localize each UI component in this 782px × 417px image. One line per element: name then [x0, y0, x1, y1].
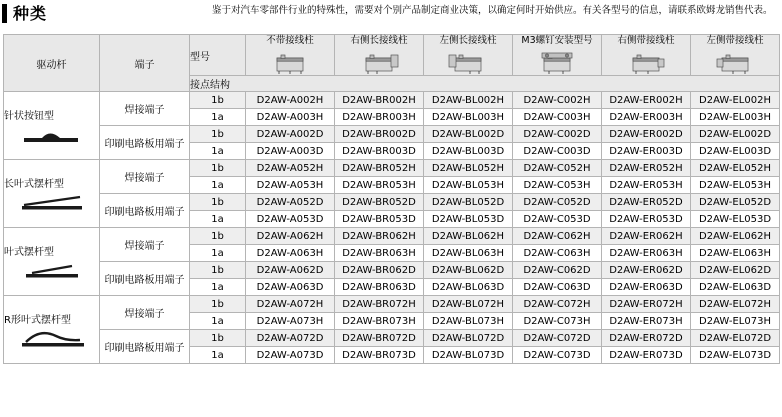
model-number-cell: D2AW-C052D	[513, 194, 602, 211]
model-number-cell: D2AW-BR062H	[335, 228, 424, 245]
drive-lever-group-3	[4, 228, 100, 296]
model-number-cell: D2AW-EL073D	[691, 347, 780, 364]
model-number-cell: D2AW-BL053D	[424, 211, 513, 228]
header-variant-label: M3螺钉安装型号	[521, 35, 593, 46]
header-variant-4	[513, 35, 602, 76]
terminal-type-cell: 印刷电路板用端子	[100, 330, 190, 364]
limit-switch-left-icon	[713, 49, 757, 75]
model-number-cell: D2AW-EL063H	[691, 245, 780, 262]
model-number-cell: D2AW-A062H	[246, 228, 335, 245]
r-hinge-lever-icon	[12, 328, 92, 348]
model-number-cell: D2AW-ER073D	[602, 347, 691, 364]
model-number-cell: D2AW-ER003H	[602, 109, 691, 126]
title-accent-bar	[2, 4, 7, 23]
model-table	[3, 34, 780, 364]
model-number-cell: D2AW-ER053H	[602, 177, 691, 194]
drive-lever-group-2	[4, 160, 100, 228]
contact-structure-cell: 1a	[190, 347, 246, 364]
model-number-cell: D2AW-BR003H	[335, 109, 424, 126]
contact-structure-cell: 1a	[190, 313, 246, 330]
model-number-cell: D2AW-A002H	[246, 92, 335, 109]
terminal-type-cell: 焊接端子	[100, 296, 190, 330]
drive-lever-label: 长叶式摆杆型	[4, 179, 64, 190]
header-variant-6	[691, 35, 780, 76]
model-number-cell: D2AW-BL062D	[424, 262, 513, 279]
drive-lever-group-4	[4, 296, 100, 364]
header-variant-1	[246, 35, 335, 76]
model-number-cell: D2AW-ER002H	[602, 92, 691, 109]
model-number-cell: D2AW-BR002H	[335, 92, 424, 109]
model-number-cell: D2AW-BL073D	[424, 347, 513, 364]
model-number-cell: D2AW-BR063D	[335, 279, 424, 296]
model-number-cell: D2AW-BR002D	[335, 126, 424, 143]
model-number-cell: D2AW-C063D	[513, 279, 602, 296]
model-number-cell: D2AW-BL072H	[424, 296, 513, 313]
model-number-cell: D2AW-BL053H	[424, 177, 513, 194]
model-number-cell: D2AW-C062H	[513, 228, 602, 245]
model-number-cell: D2AW-C073H	[513, 313, 602, 330]
model-number-cell: D2AW-ER063H	[602, 245, 691, 262]
model-number-cell: D2AW-ER052D	[602, 194, 691, 211]
model-number-cell: D2AW-BR073D	[335, 347, 424, 364]
model-number-cell: D2AW-EL063D	[691, 279, 780, 296]
model-number-cell: D2AW-C053H	[513, 177, 602, 194]
model-number-cell: D2AW-BL072D	[424, 330, 513, 347]
header-variant-2	[335, 35, 424, 76]
model-number-cell: D2AW-BL073H	[424, 313, 513, 330]
model-number-cell: D2AW-BL002H	[424, 92, 513, 109]
contact-structure-cell: 1a	[190, 177, 246, 194]
model-number-cell: D2AW-A052H	[246, 160, 335, 177]
model-number-cell: D2AW-A003D	[246, 143, 335, 160]
model-number-cell: D2AW-ER063D	[602, 279, 691, 296]
model-number-cell: D2AW-C072D	[513, 330, 602, 347]
model-number-cell: D2AW-BL052D	[424, 194, 513, 211]
model-number-cell: D2AW-EL072D	[691, 330, 780, 347]
model-number-cell: D2AW-EL073H	[691, 313, 780, 330]
model-number-cell: D2AW-EL002H	[691, 92, 780, 109]
model-number-cell: D2AW-ER072D	[602, 330, 691, 347]
table-row	[4, 296, 780, 313]
model-number-cell: D2AW-EL053H	[691, 177, 780, 194]
long-hinge-lever-icon	[12, 192, 92, 212]
header-terminal: 端子	[100, 35, 190, 92]
model-number-cell: D2AW-EL052H	[691, 160, 780, 177]
contact-structure-cell: 1b	[190, 296, 246, 313]
drive-lever-label: R形叶式摆杆型	[4, 315, 71, 326]
model-number-cell: D2AW-BL062H	[424, 228, 513, 245]
terminal-type-cell: 印刷电路板用端子	[100, 194, 190, 228]
model-number-cell: D2AW-EL072H	[691, 296, 780, 313]
header-variant-label: 左侧长接线柱	[439, 35, 497, 46]
table-row	[4, 194, 780, 211]
model-number-cell: D2AW-BL003D	[424, 143, 513, 160]
contact-structure-cell: 1b	[190, 228, 246, 245]
limit-switch-right-long-icon	[357, 49, 401, 75]
contact-structure-cell: 1b	[190, 194, 246, 211]
drive-lever-label: 针状按钮型	[4, 111, 54, 122]
model-number-cell: D2AW-EL002D	[691, 126, 780, 143]
model-number-cell: D2AW-A003H	[246, 109, 335, 126]
model-number-cell: D2AW-C063H	[513, 245, 602, 262]
terminal-type-cell: 印刷电路板用端子	[100, 126, 190, 160]
model-number-cell: D2AW-BR073H	[335, 313, 424, 330]
model-number-cell: D2AW-ER003D	[602, 143, 691, 160]
table-row	[4, 126, 780, 143]
limit-switch-m3-screw-icon	[535, 49, 579, 75]
model-number-cell: D2AW-C052H	[513, 160, 602, 177]
contact-structure-cell: 1a	[190, 109, 246, 126]
header-note: 鉴于对汽车零部件行业的特殊性，需要对个别产品制定商业决策，以确定何时开始供应。有关各型号的信息，请联系欧姆龙销售代表。	[212, 5, 773, 16]
model-number-cell: D2AW-C003D	[513, 143, 602, 160]
model-number-cell: D2AW-C073D	[513, 347, 602, 364]
model-number-cell: D2AW-A053H	[246, 177, 335, 194]
model-number-cell: D2AW-BR072D	[335, 330, 424, 347]
contact-structure-cell: 1b	[190, 330, 246, 347]
model-number-cell: D2AW-EL062D	[691, 262, 780, 279]
header-variant-label: 右侧带接线柱	[617, 35, 675, 46]
model-number-cell: D2AW-ER062H	[602, 228, 691, 245]
contact-structure-cell: 1b	[190, 160, 246, 177]
header-variant-3	[424, 35, 513, 76]
terminal-type-cell: 焊接端子	[100, 228, 190, 262]
model-number-cell: D2AW-EL003H	[691, 109, 780, 126]
model-number-cell: D2AW-ER053D	[602, 211, 691, 228]
model-number-cell: D2AW-BL002D	[424, 126, 513, 143]
header-variant-label: 右侧长接线柱	[350, 35, 408, 46]
header-variant-5	[602, 35, 691, 76]
drive-lever-label: 叶式摆杆型	[4, 247, 54, 258]
model-number-cell: D2AW-EL052D	[691, 194, 780, 211]
contact-structure-cell: 1a	[190, 245, 246, 262]
table-row	[4, 160, 780, 177]
page-title-text: 种类	[13, 4, 48, 23]
model-number-cell: D2AW-A073H	[246, 313, 335, 330]
page-title	[2, 4, 212, 23]
model-number-cell: D2AW-A063H	[246, 245, 335, 262]
model-number-cell: D2AW-BL003H	[424, 109, 513, 126]
contact-structure-cell: 1a	[190, 143, 246, 160]
limit-switch-right-icon	[624, 49, 668, 75]
table-header-row-1	[4, 35, 780, 76]
model-number-cell: D2AW-BR052H	[335, 160, 424, 177]
terminal-type-cell: 焊接端子	[100, 160, 190, 194]
limit-switch-plain-icon	[268, 49, 312, 75]
model-number-cell: D2AW-A073D	[246, 347, 335, 364]
model-number-cell: D2AW-A072D	[246, 330, 335, 347]
contact-structure-cell: 1a	[190, 211, 246, 228]
contact-structure-cell: 1a	[190, 279, 246, 296]
contact-structure-cell: 1b	[190, 126, 246, 143]
model-number-cell: D2AW-A002D	[246, 126, 335, 143]
model-number-cell: D2AW-BL052H	[424, 160, 513, 177]
model-number-cell: D2AW-A053D	[246, 211, 335, 228]
table-row	[4, 92, 780, 109]
model-number-cell: D2AW-C002H	[513, 92, 602, 109]
header-variant-label: 不带接线柱	[266, 35, 314, 46]
model-number-cell: D2AW-ER062D	[602, 262, 691, 279]
table-row	[4, 262, 780, 279]
model-number-cell: D2AW-C003H	[513, 109, 602, 126]
model-number-cell: D2AW-BR053H	[335, 177, 424, 194]
model-number-cell: D2AW-ER002D	[602, 126, 691, 143]
limit-switch-left-long-icon	[446, 49, 490, 75]
model-number-cell: D2AW-ER072H	[602, 296, 691, 313]
terminal-type-cell: 印刷电路板用端子	[100, 262, 190, 296]
model-number-cell: D2AW-EL003D	[691, 143, 780, 160]
page-header	[0, 0, 782, 34]
table-row	[4, 330, 780, 347]
drive-lever-group-1	[4, 92, 100, 160]
model-number-cell: D2AW-BL063H	[424, 245, 513, 262]
model-number-cell: D2AW-C062D	[513, 262, 602, 279]
header-drive-lever: 驱动杆	[4, 35, 100, 92]
pin-plunger-icon	[12, 124, 92, 144]
model-number-cell: D2AW-A063D	[246, 279, 335, 296]
header-contact-structure: 接点结构	[190, 76, 780, 92]
model-number-cell: D2AW-ER073H	[602, 313, 691, 330]
hinge-lever-icon	[12, 260, 92, 280]
header-variant-label: 左侧带接线柱	[706, 35, 764, 46]
model-number-cell: D2AW-A062D	[246, 262, 335, 279]
model-number-cell: D2AW-C072H	[513, 296, 602, 313]
model-number-cell: D2AW-BR053D	[335, 211, 424, 228]
terminal-type-cell: 焊接端子	[100, 92, 190, 126]
model-number-cell: D2AW-C053D	[513, 211, 602, 228]
contact-structure-cell: 1b	[190, 92, 246, 109]
model-number-cell: D2AW-BR052D	[335, 194, 424, 211]
model-number-cell: D2AW-EL062H	[691, 228, 780, 245]
model-number-cell: D2AW-BR063H	[335, 245, 424, 262]
model-number-cell: D2AW-BR003D	[335, 143, 424, 160]
contact-structure-cell: 1b	[190, 262, 246, 279]
header-model: 型号	[190, 35, 246, 76]
model-number-cell: D2AW-BL063D	[424, 279, 513, 296]
model-number-cell: D2AW-BR062D	[335, 262, 424, 279]
model-number-cell: D2AW-EL053D	[691, 211, 780, 228]
model-number-cell: D2AW-C002D	[513, 126, 602, 143]
table-row	[4, 228, 780, 245]
model-number-cell: D2AW-ER052H	[602, 160, 691, 177]
model-number-cell: D2AW-BR072H	[335, 296, 424, 313]
model-number-cell: D2AW-A072H	[246, 296, 335, 313]
model-number-cell: D2AW-A052D	[246, 194, 335, 211]
